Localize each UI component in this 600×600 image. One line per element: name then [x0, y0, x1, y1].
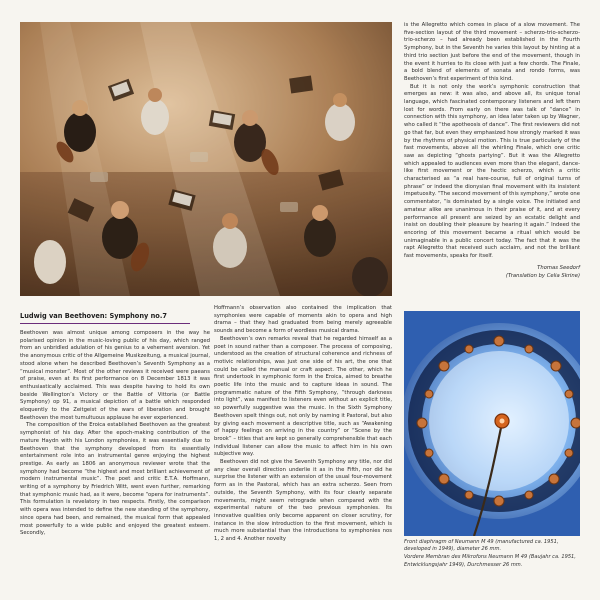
photo-caption: [404, 539, 580, 569]
orchestra-illustration: [20, 22, 392, 296]
microphone-diaphragm-illustration: [404, 311, 580, 536]
orchestra-photo: [20, 22, 392, 296]
author-signature: Thomas Seedorf: [537, 264, 580, 271]
left-column: [20, 330, 210, 538]
right-top-column: [404, 22, 580, 280]
middle-column: [214, 305, 392, 544]
caption-german: Vordere Membran des Mikrofons Neumann M 49 (Baujahr ca. 1951, Entwicklungsjahr 1949), Durchmesser 26 mm.: [404, 554, 576, 568]
mid-paragraph-3: Beethoven did not give the Seventh Symphony any title, nor did any clear overall direction underlie it as in the Fifth, nor did he surprise the listener with an extension of the usual four-movement form as in the Pastoral, which has an extra scherzo. Seen from outside, the Seventh Symphony, with its four clearly separate movements, might seem retrograde when compared with the experimental nature of the two previous symphonies. Its innovative qualities only become apparent on closer scrutiny, for instance in the slow introduction to the first movement, which is much more substantial than the introductions to symphonies nos 1, 2 and 4. Another novelty: [214, 459, 392, 543]
mid-paragraph-1: Hoffmann’s observation also contained the implication that symphonies were capable of moments akin to opera and high drama – that they had graduated from being merely agreeable sounds and become a form of wordless musical drama.: [214, 305, 392, 335]
caption-english: Front diaphragm of Neumann M 49 (manufactured ca. 1951, developed in 1949), diameter 26 mm.: [404, 539, 559, 553]
mid-paragraph-2: Beethoven’s own remarks reveal that he regarded himself as a poet in sound rather than a composer. The process of composing, understood as the creation of structural coherence and richness of motivic relationships, was just one side of his art, the one that could be called the manual or craft aspect. The other, which he first undertook in symphonic form in the Eroica, aimed to breathe poetic life into the music and to capture ideas in sound. The programmatic nature of the Fifth Symphony, “through darkness into light”, was manifest to listeners even without an explicit title, so powerfully suggestive was the music. In the Sixth Symphony Beethoven spelt things out, not only by naming it Pastoral, but also by giving each movement a descriptive title, such as “Awakening of happy feelings on arriving in the country” or “Scene by the brook” – titles that are kept so generally comprehensible that each individual listener can allow the music to affect him in his own subjective way.: [214, 335, 392, 458]
right-paragraph-1: is the Allegretto which comes in place of a slow movement. The five-section layout of the third movement – scherzo-trio-scherzo-trio-scherzo – had already been established in the Fourth Symphony, but in the Seventh he varies this layout by hinting at a third trio section just before the end of the movement, though in the event it hurries to its close with just a few chords. The Finale, a bold blend of elements of sonata and rondo forms, was Beethoven’s first experiment of this kind.: [404, 22, 580, 82]
translator-credit: (Translation by Celia Skrine): [505, 272, 580, 279]
left-paragraph-2: The composition of the Eroica established Beethoven as the greatest symphonist of his day. After the epoch-making contribution of the mature Haydn with his London symphonies, it was essentially due to Beethoven that the symphony developed from its essentially entertainment role into an instrumental genre enjoying the highest prestige. As early as 1806 an anonymous reviewer wrote that the symphony had become “the highest and most brilliant achievement of modern instrumental music”. The poet and critic E.T.A. Hoffmann, writing of a symphony by Friedrich Witt, went even further, remarking that symphonic music had, as it were, become “opera for instruments”. This formulation is revelatory in two respects. Firstly, the comparison with opera was intended to define the new standing of the symphony, since opera had been, and remained, the musical form that appealed most powerfully to a wide public and enjoyed the greatest esteem. Secondly,: [20, 422, 210, 537]
left-paragraph-1: Beethoven was almost unique among composers in the way he polarised opinion in the music-loving public of his day, which ranged from an unbridled adulation of his genius to a vehement aversion. Yet the anonymous critic of the Allgemeine Musikzeitung, a musical journal, stood alone when he described Beethoven’s Seventh Symphony as a “musical monster”. Most of the other reviews it received were paeans of praise, even at its first performance on 8 December 1813 it was enthusiastically acclaimed. This was despite having to hold its own beside Wellington’s Victory or the Battle of Vittoria (or Battle Symphony) op 91, a musical depiction of a battle which responded eloquently to the Zeitgeist of the wars of liberation and brought Beethoven the most tumultuous applause he ever experienced.: [20, 330, 210, 421]
right-paragraph-2: But it is not only the work’s symphonic construction that emerges as new: it was also, and above all, its unique tonal language, which fascinated contemporary listeners and left them lost for words. From early on there was talk of “dance” in connection with this symphony, an idea later taken up by Wagner, who called it “the apotheosis of dance”. The first reviewers did not go that far, but even they emphasized how strongly marked it was by the rhythms of physical motion. This is true particularly of the fast movements, above all the whirling Finale, which one critic saw as depicting “ghosts partying”. But it was the Allegretto which appealed to audiences even more than the elegant, dance-like first movement or the hectic scherzo, which a critic characterised as “a real hare-course, full of original turns of phrase” or indeed the dionysian final movement with its insistent impetuosity. “The second movement of this symphony,” wrote one commentator, “is dominated by a single voice. The initiated and amateur alike are unanimous in their praise of it, and at every performance all present are seized by an ecstatic delight and insist on doubling their pleasure by hearing it again.” Indeed the encoring of this movement became a ritual which would be unimaginable in a public concert today. The fact that it was the rapt Allegretto that received such acclaim, and not the brilliant fast movements, speaks for itself.: [404, 83, 580, 260]
section-title: Ludwig van Beethoven: Symphony no.7: [20, 312, 190, 324]
microphone-photo: [404, 311, 580, 536]
